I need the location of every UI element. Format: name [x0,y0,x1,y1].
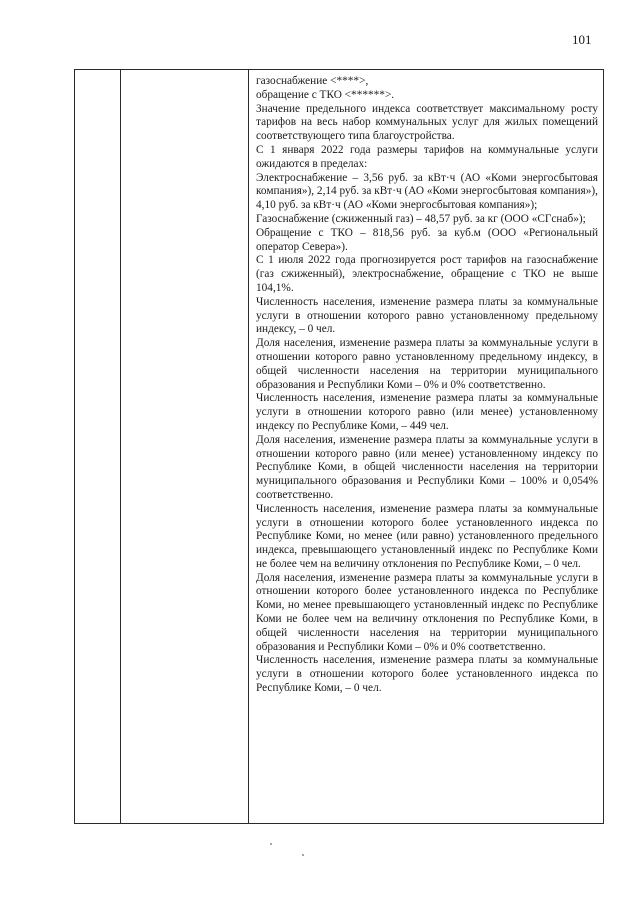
paragraph: Электроснабжение – 3,56 руб. за кВт·ч (АО «Коми энергосбытовая компания»), 2,14 руб. за кВт·ч (АО «Коми энергосбытовая компания»), 4,10 руб. за кВт·ч (АО «Коми энергосбытовая компания»); [256,171,598,212]
paragraph: Значение предельного индекса соответствует максимальному росту тарифов на весь набор коммунальных услуг для жилых помещений соответствующего типа благоустройства. [256,102,598,143]
scan-speck [302,854,304,856]
paragraph: Обращение с ТКО – 818,56 руб. за куб.м (ООО «Региональный оператор Севера»). [256,226,598,253]
paragraph: Доля населения, изменение размера платы за коммунальные услуги в отношении которого равно установленному предельному индексу, в общей численности населения на территории муниципального образования и Республики Коми – 0% и 0% соответственно. [256,337,598,391]
scan-speck [270,843,272,845]
paragraph: Численность населения, изменение размера платы за коммунальные услуги в отношении которого более установленного индекса по Республике Коми, – 0 чел. [256,654,598,695]
paragraph: С 1 января 2022 года размеры тарифов на коммунальные услуги ожидаются в пределах: [256,143,598,170]
table-cell-text [256,75,598,696]
paragraph: Численность населения, изменение размера платы за коммунальные услуги в отношении которого равно установленному предельному индексу, – 0 чел. [256,295,598,336]
paragraph: Доля населения, изменение размера платы за коммунальные услуги в отношении которого более установленного индекса по Республике Коми, но менее превышающего установленный индекс по Республике Коми не более чем на величину отклонения по Республике Коми, в общей численности населения на территории муниципального образования и Республики Коми – 0% и 0% соответственно. [256,571,598,653]
paragraph: Газоснабжение (сжиженный газ) – 48,57 руб. за кг (ООО «СГснаб»); [256,212,586,225]
column-divider-1 [120,70,121,823]
paragraph: газоснабжение <****>, [256,75,369,87]
paragraph: обращение с ТКО <******>. [256,88,395,101]
column-divider-2 [248,70,249,823]
document-table [74,69,604,824]
paragraph: Доля населения, изменение размера платы за коммунальные услуги в отношении которого равно (или менее) установленному индексу по Республике Коми, в общей численности населения на территории муниципального образования и Республики Коми – 100% и 0,054% соответственно. [256,433,598,501]
paragraph: С 1 июля 2022 года прогнозируется рост тарифов на газоснабжение (газ сжиженный), электроснабжение, обращение с ТКО не выше 104,1%. [256,254,598,294]
page-number: 101 [572,32,592,47]
paragraph: Численность населения, изменение размера платы за коммунальные услуги в отношении которого равно (или менее) установленному индексу по Республике Коми, – 449 чел. [256,392,598,432]
paragraph: Численность населения, изменение размера платы за коммунальные услуги в отношении которого более установленного индекса по Республике Коми, но менее (или равно) установленного предельного индекса, превышающего установленный индекс по Республике Коми не более чем на величину отклонения по Республике Коми, – 0 чел. [256,502,598,570]
